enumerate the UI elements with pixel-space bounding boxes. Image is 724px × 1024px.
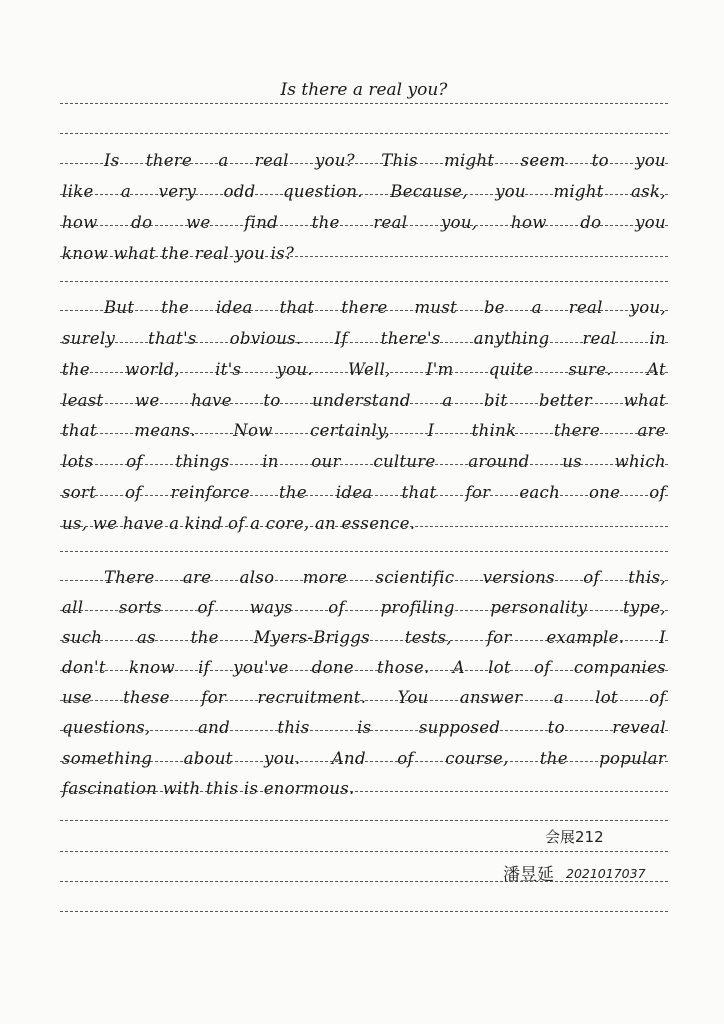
text-line: least we have to understand a bit better what: [62, 391, 666, 410]
text-line: how do we find the real you, how do you: [62, 213, 666, 232]
text-line: questions, and this is supposed to reveal: [62, 718, 666, 737]
rule-line: [60, 820, 668, 821]
rule-line: [60, 103, 668, 104]
rule-line: [60, 851, 668, 852]
text-line: that means. Now certainly, I think there are: [62, 421, 666, 440]
text-line: the world, it's you. Well, I'm quite sure. At: [62, 360, 666, 379]
text-line: all sorts of ways of profiling personality type,: [62, 598, 666, 617]
rule-line: [60, 881, 668, 882]
text-line: such as the Myers-Briggs tests, for example. I: [62, 628, 666, 647]
rule-line: [60, 133, 668, 134]
page-title: Is there a real you?: [280, 80, 448, 100]
text-line: something about you. And of course, the popular: [62, 749, 666, 768]
text-line: But the idea that there must be a real you,: [104, 298, 666, 317]
text-line: know what the real you is?: [62, 244, 295, 263]
text-line: Is there a real you? This might seem to you: [104, 151, 666, 170]
text-line: There are also more scientific versions of this,: [104, 568, 666, 587]
rule-line: [60, 911, 668, 912]
text-line: us, we have a kind of a core, an essence.: [62, 514, 416, 533]
signature-name: 潘昱延: [503, 865, 554, 885]
text-line: like a very odd question. Because, you might ask,: [62, 182, 666, 201]
text-line: surely that's obvious. If there's anything real in: [62, 329, 666, 348]
text-line: use these for recruitment. You answer a lot of: [62, 688, 666, 707]
text-line: sort of reinforce the idea that for each one of: [62, 483, 666, 502]
rule-line: [60, 551, 668, 552]
text-line: fascination with this is enormous.: [62, 779, 355, 798]
signature-class: 会展212: [545, 828, 604, 846]
rule-line: [60, 281, 668, 282]
signature-student-id: 2021017037: [566, 866, 646, 881]
text-line: lots of things in our culture around us which: [62, 452, 666, 471]
text-line: don't know if you've done those. A lot of companies: [62, 658, 666, 677]
